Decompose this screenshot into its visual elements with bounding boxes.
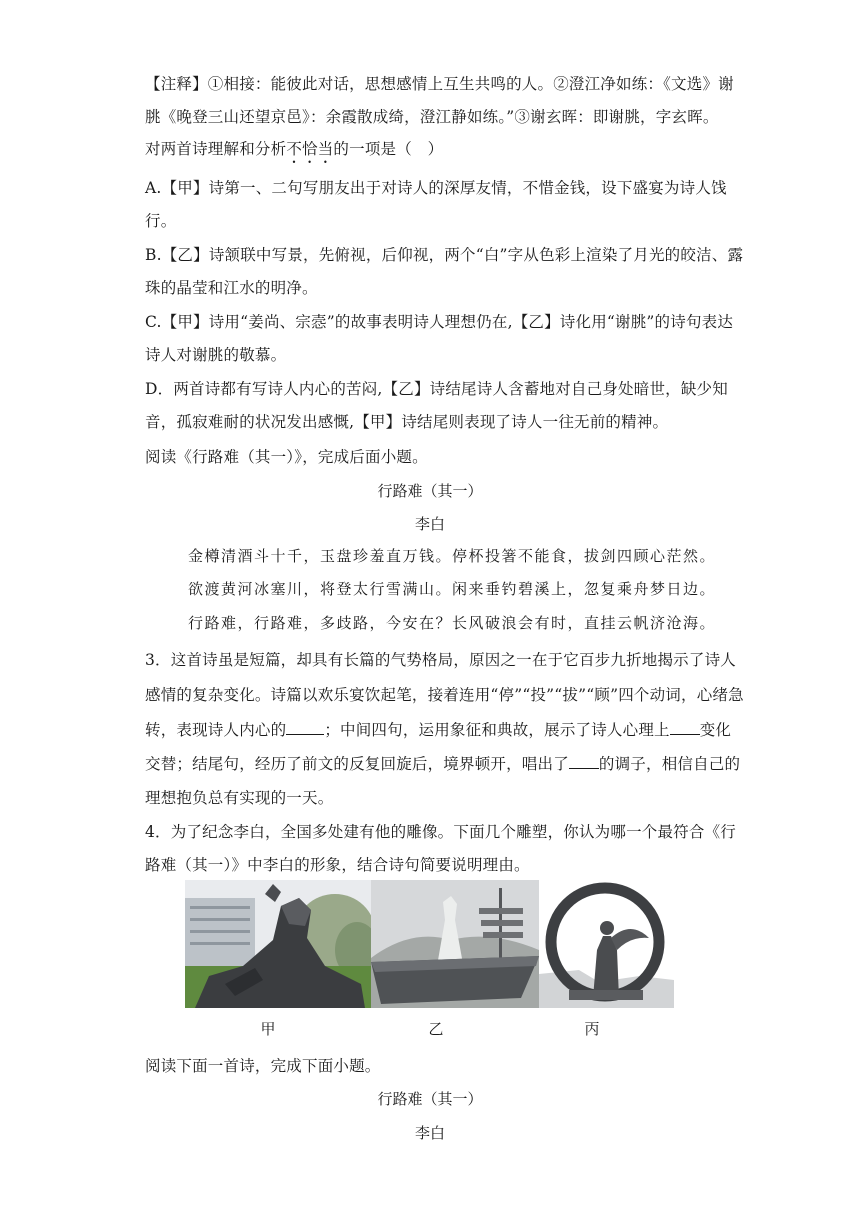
q3-text: 变化 [699,721,732,739]
question-3-line-5: 理想抱负总有实现的一天。 [145,789,334,807]
poem-1-line-2: 欲渡黄河冰塞川，将登太行雪满山。闲来垂钓碧溪上，忽复乘舟梦日边。 [188,580,717,598]
option-b-line-1: B.【乙】诗颔联中写景，先俯视，后仰视，两个“白”字从色彩上渲染了月光的皎洁、露 [145,246,744,264]
sculpture-photo-jia [185,880,371,1008]
poem-1-author: 李白 [414,515,445,533]
caption-jia: 甲 [260,1020,276,1038]
question-3-line-4 [145,752,741,774]
answer-blank-2[interactable] [670,733,700,735]
option-a-line-2: 行。 [145,212,177,230]
poem-1-title: 行路难（其一） [377,482,483,500]
q3-text: 的调子，相信自己的 [598,755,741,773]
option-c-line-1: C.【甲】诗用“姜尚、宗悫”的故事表明诗人理想仍在,【乙】诗化用“谢朓”的诗句表达 [145,313,734,331]
question-4-line-1: 4．为了纪念李白，全国多处建有他的雕像。下面几个雕塑，你认为哪一个最符合《行 [145,823,736,841]
question-3-line-1: 3．这首诗虽是短篇，却具有长篇的气势格局，原因之一在于它百步九折地揭示了诗人 [145,651,736,669]
question-3-line-3 [145,718,732,740]
option-d-line-1: D．两首诗都有写诗人内心的苦闷,【乙】诗结尾诗人含蓄地对自己身处暗世，缺少知 [145,380,728,398]
option-d-line-2: 音，孤寂难耐的状况发出感慨,【甲】诗结尾则表现了诗人一往无前的精神。 [145,413,669,431]
poem-2-author: 李白 [414,1124,445,1142]
question-intro-post: 的一项是（ ） [333,140,444,158]
sculpture-photo-bing [539,880,674,1008]
reading-instruction-2: 阅读下面一首诗，完成下面小题。 [145,1057,381,1075]
question-intro [145,137,720,167]
option-a-line-1: A.【甲】诗第一、二句写朋友出于对诗人的深厚友情，不惜金钱，设下盛宴为诗人饯 [145,179,727,197]
sculpture-photo-yi [371,880,539,1008]
answer-blank-3[interactable] [569,767,599,769]
poem-1-line-1: 金樽清酒斗十千，玉盘珍羞直万钱。停杯投箸不能食，拔剑四顾心茫然。 [188,547,717,565]
poem-1-line-3: 行路难，行路难，多歧路，今安在？长风破浪会有时，直挂云帆济沧海。 [188,614,717,632]
answer-blank-1[interactable] [286,733,324,735]
q3-text: 交替；结尾句，经历了前文的反复回旋后，境界顿开，唱出了 [145,755,569,773]
poem-2-title: 行路难（其一） [377,1090,483,1108]
option-c-line-2: 诗人对谢朓的敬慕。 [145,346,287,364]
question-intro-pre: 对两首诗理解和分析 [145,140,287,158]
notes-line-1: 【注释】①相接：能彼此对话，思想感情上互生共鸣的人。②澄江净如练：《文选》谢 [145,75,734,93]
emphasis-text: 不恰当 [286,140,334,158]
q3-text: 转，表现诗人内心的 [145,721,287,739]
reading-instruction-1: 阅读《行路难（其一）》，完成后面小题。 [145,448,428,466]
caption-yi: 乙 [428,1020,444,1038]
q3-text: ；中间四句，运用象征和典故，展示了诗人心理上 [324,721,670,739]
question-3-line-2: 感情的复杂变化。诗篇以欢乐宴饮起笔，接着连用“停”“投”“拔”“顾”四个动词，心绪急 [145,686,744,704]
caption-bing: 丙 [584,1020,600,1038]
question-4-line-2: 路难（其一）》中李白的形象，结合诗句简要说明理由。 [145,856,530,874]
notes-line-2: 朓《晚登三山还望京邑》：余霞散成绮，澄江静如练。”③谢玄晖：即谢朓，字玄晖。 [145,108,719,126]
option-b-line-2: 珠的晶莹和江水的明净。 [145,279,318,297]
